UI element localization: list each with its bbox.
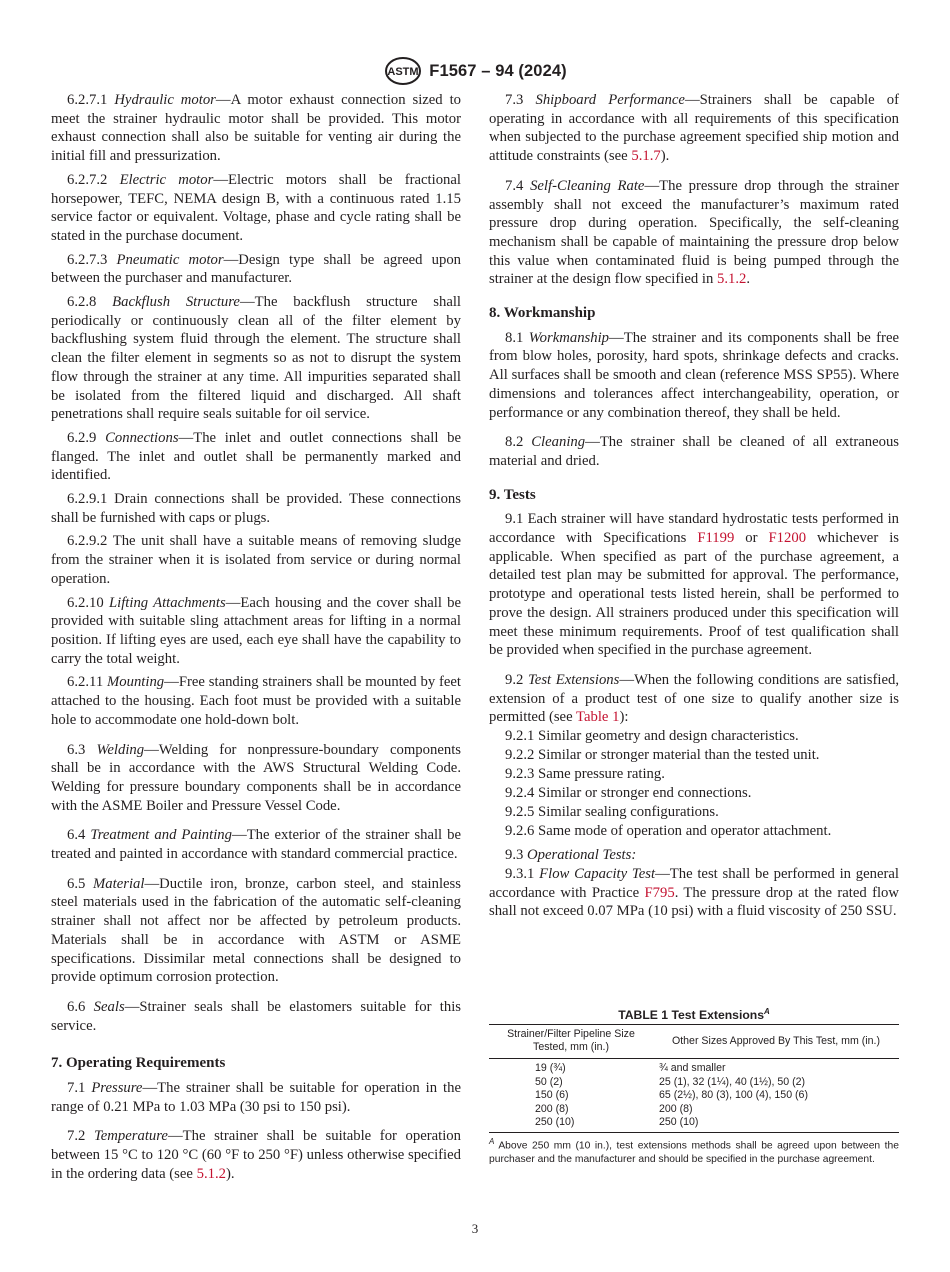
xref-f1200[interactable]: F1200 <box>768 530 807 547</box>
list-item-9-2-2: 9.2.2 Similar or stronger material than the tested unit. <box>505 747 820 764</box>
para-6-5: 6.5 Material—Ductile iron, bronze, carbon steel, and stainless steel materials used in the fabrication of the automatic self-cleaning strainer shall not affect nor be affected by petroleum products. Materials shall be in accordance with ASTM or ASME specifications. Dissimilar metal connections shall be designed to provide optimum corrosion protection. <box>51 875 461 986</box>
list-item-9-2-6: 9.2.6 Same mode of operation and operator attachment. <box>505 823 832 840</box>
para-6-6: 6.6 Seals—Strainer seals shall be elastomers suitable for this service. <box>51 998 461 1034</box>
para-6-2-7-3: 6.2.7.3 Pneumatic motor—Design type shall be agreed upon between the purchaser and manufacturer. <box>51 251 462 287</box>
table-row: 150 (6) 65 (2½), 80 (3), 100 (4), 150 (6) <box>535 1089 808 1102</box>
para-9-2: 9.2 Test Extensions—When the following conditions are satisfied, extension of a product test of one size to qualify another size is permitted (see Table 1): <box>489 671 900 726</box>
para-6-2-8: 6.2.8 Backflush Structure—The backflush structure shall periodically or continuously clean all of the filter element by backflushing system fluid through the element. The structure shall clean the filter element in segments so as not to disrupt the system flow through the strainer at any time. All impurities separated shall be isolated from the filtered liquid and discharged. All shaft penetrations shall require seals suitable for oil service. <box>51 294 461 423</box>
para-6-2-11: 6.2.11 Mounting—Free standing strainers shall be mounted by feet attached to the housing. Each foot must be provided with a suitable hole to accommodate one hold-down bolt. <box>51 674 462 728</box>
table-row: 250 (10) 250 (10) <box>535 1116 699 1129</box>
para-8-1: 8.1 Workmanship—The strainer and its components shall be free from blow holes, porosity, hard spots, shrinkage defects and cracks. All surfaces shall be smooth and clean (reference MSS SP55). Where dimensions and tolerances affect interchangeability, operation, or performance or any combination thereof, they shall be held. <box>489 329 899 421</box>
left-column <box>51 91 461 1189</box>
table-row: 19 (¾) ¾ and smaller <box>535 1062 726 1075</box>
page-number: 3 <box>471 1221 479 1236</box>
para-9-1: 9.1 Each strainer will have standard hydrostatic tests performed in accordance with Specifications F1199 or F1200 whichever is applicable. When specified as part of the purchase agreement, a detailed test plan may be submitted for approval. The performance, prototype and operational tests listed herein, shall be performed to prove the design. All strainers produced under this specification will meet these minimum requirements. Proof of test qualification shall be provided when specified in the purchase agreement. <box>489 511 899 659</box>
para-7-4: 7.4 Self-Cleaning Rate—The pressure drop through the strainer assembly shall not exceed the manufacturer’s maximum rated pressure drop during operation. Specifically, the self-cleaning mechanism shall be capable of maintaining the pressure drop below this value when contaminated fluid is being pumped through the strainer at the design flow specified in 5.1.2. <box>489 177 900 288</box>
para-6-2-7-2: 6.2.7.2 Electric motor—Electric motors shall be fractional horsepower, TEFC, NEMA design B, with a continuous rated 1.15 service factor or equivalent. Voltage, phase and cycle rating shall be stated in the purchase document. <box>51 171 461 244</box>
para-7-2: 7.2 Temperature—The strainer shall be suitable for operation between 15 °C to 120 °C (60 °F to 250 °F) unless otherwise specified in the ordering data (see 5.1.2). <box>51 1128 461 1182</box>
section-9-heading: 9. Tests <box>489 486 536 503</box>
para-6-2-9: 6.2.9 Connections—The inlet and outlet connections shall be flanged. The inlet and outlet shall be permanently marked and identified. <box>51 429 461 484</box>
section-8-heading: 8. Workmanship <box>489 305 596 322</box>
svg-text:ASTM: ASTM <box>387 66 419 78</box>
page-header <box>0 56 950 86</box>
standard-designation: F1567 – 94 (2024) <box>429 61 567 80</box>
table-header-tested-size: Strainer/Filter Pipeline Size Tested, mm (in.) <box>507 1028 635 1054</box>
xref-5-1-7[interactable]: 5.1.7 <box>631 148 661 165</box>
list-item-9-2-4: 9.2.4 Similar or stronger end connections. <box>505 785 752 802</box>
para-8-2: 8.2 Cleaning—The strainer shall be cleaned of all extraneous material and dried. <box>489 434 899 469</box>
table-1-title: TABLE 1 Test Extensions$^A$ <box>618 1007 770 1023</box>
para-6-4: 6.4 Treatment and Painting—The exterior of the strainer shall be treated and painted in accordance with standard commercial practice. <box>51 827 461 863</box>
table-1 <box>489 1007 899 1166</box>
table-row: 200 (8) 200 (8) <box>535 1102 693 1115</box>
xref-table-1[interactable]: Table 1 <box>576 709 620 726</box>
xref-5-1-2[interactable]: 5.1.2 <box>717 271 747 288</box>
para-6-2-7-1: 6.2.7.1 Hydraulic motor—A motor exhaust connection sized to meet the strainer hydraulic motor shall be provided. This motor exhaust connection shall also be suitable for venting air during the initial fill and pressurization. <box>51 92 461 165</box>
para-6-2-10: 6.2.10 Lifting Attachments—Each housing and the cover shall be provided with suitable sling attachment areas for lifting in a normal position. If lifting eyes are used, each eye shall have the capability to carry the total weight. <box>51 594 461 667</box>
list-item-9-2-3: 9.2.3 Same pressure rating. <box>505 766 665 783</box>
para-7-1: 7.1 Pressure—The strainer shall be suitable for operation in the range of 0.21 MPa to 1.03 MPa (30 psi to 150 psi). <box>51 1080 461 1115</box>
right-column <box>489 91 899 926</box>
para-7-3: 7.3 Shipboard Performance—Strainers shall be capable of operating in accordance with all requirements of this specification when subjected to the purchase agreement specified ship motion and attitude constraints (see 5.1.7). <box>489 92 900 165</box>
astm-logo <box>383 56 423 86</box>
section-7-heading: 7. Operating Requirements <box>51 1055 226 1072</box>
test-extensions-table <box>489 1024 899 1133</box>
list-item-9-2-5: 9.2.5 Similar sealing configurations. <box>505 804 719 821</box>
para-9-3: 9.3 Operational Tests: <box>505 847 637 864</box>
table-row: 50 (2) 25 (1), 32 (1¼), 40 (1½), 50 (2) <box>535 1075 806 1088</box>
para-6-2-9-1: 6.2.9.1 Drain connections shall be provided. These connections shall be furnished with caps or plugs. <box>51 491 461 526</box>
list-item-9-2-1: 9.2.1 Similar geometry and design characteristics. <box>505 728 799 745</box>
para-6-3: 6.3 Welding—Welding for nonpressure-boundary components shall be in accordance with the AWS Structural Welding Code. Welding for pressure boundary components shall be in accordance with the ASME Boiler and Pressure Vessel Code. <box>51 741 461 814</box>
para-6-2-9-2: 6.2.9.2 The unit shall have a suitable means of removing sludge from the strainer when it is isolated from service or during normal operation. <box>51 533 461 587</box>
xref-f795[interactable]: F795 <box>644 884 675 901</box>
xref-f1199[interactable]: F1199 <box>697 530 735 547</box>
table-header-approved-sizes: Other Sizes Approved By This Test, mm (in.) <box>671 1034 881 1047</box>
table-1-footnote: $^A$ Above 250 mm (10 in.), test extensions methods shall be agreed upon between the purchaser and the manufacturer and should be specified in the purchase agreement. <box>489 1137 899 1165</box>
xref-5-1-2[interactable]: 5.1.2 <box>196 1165 226 1182</box>
para-9-3-1: 9.3.1 Flow Capacity Test—The test shall be performed in general accordance with Practice F795. The pressure drop at the rated flow shall not exceed 0.07 MPa (10 psi) with a fluid viscosity of 250 SSU. <box>489 865 900 920</box>
